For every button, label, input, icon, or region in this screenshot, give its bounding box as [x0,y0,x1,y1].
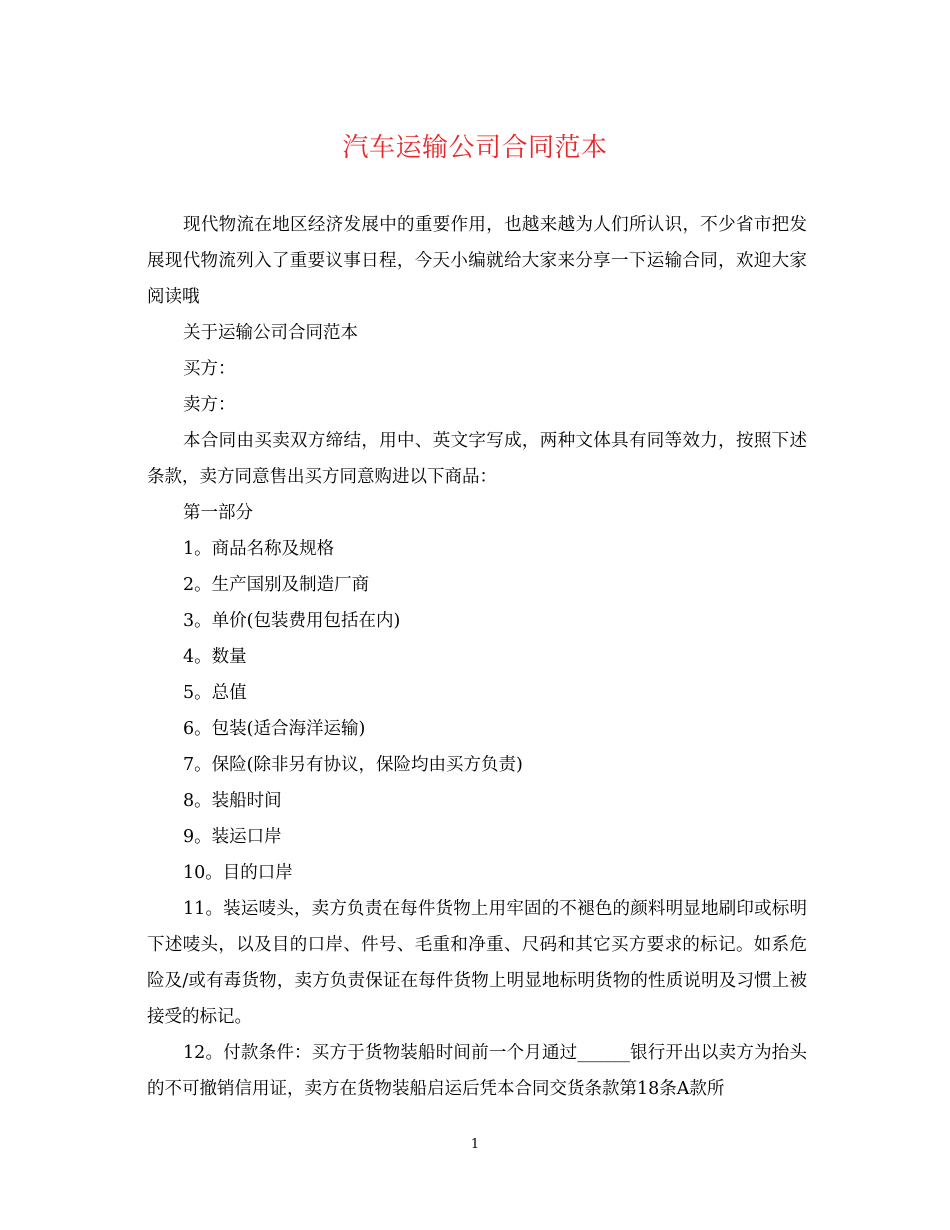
clause-item: 6。包装(适合海洋运输) [183,719,366,739]
page-number: 1 [470,1137,480,1152]
section-heading: 第一部分 [183,503,253,523]
clause-item: 10。目的口岸 [183,863,293,883]
document-body [147,207,807,1107]
clause-item: 11。装运唛头，卖方负责在每件货物上用牢固的不褪色的颜料明显地刷印或标明下述唛头，以及目的口岸、件号、毛重和净重、尺码和其它买方要求的标记。如系危险及/或有毒货物，卖方负责保证在每件货物上明显地标明货物的性质说明及习惯上被接受的标记。 [147,899,807,1027]
preamble-paragraph: 本合同由买卖双方缔结，用中、英文字写成，两种文体具有同等效力，按照下述条款，卖方同意售出买方同意购进以下商品： [147,431,807,487]
seller-line: 卖方： [183,395,236,415]
document-title: 汽车运输公司合同范本 [342,133,608,163]
clause-item: 3。单价(包装费用包括在内) [183,611,401,631]
contract-subtitle: 关于运输公司合同范本 [183,323,358,343]
clause-item: 8。装船时间 [183,791,282,811]
buyer-line: 买方： [183,359,236,379]
clause-item: 7。保险(除非另有协议，保险均由买方负责) [183,755,523,775]
clause-item: 5。总值 [183,683,247,703]
clause-item: 12。付款条件：买方于货物装船时间前一个月通过______银行开出以卖方为抬头的不可撤销信用证，卖方在货物装船启运后凭本合同交货条款第18条A款所 [147,1043,807,1099]
clause-item: 2。生产国别及制造厂商 [183,575,370,595]
clause-item: 4。数量 [183,647,247,667]
intro-paragraph: 现代物流在地区经济发展中的重要作用，也越来越为人们所认识，不少省市把发展现代物流列入了重要议事日程，今天小编就给大家来分享一下运输合同，欢迎大家阅读哦 [147,215,807,307]
clause-item: 1。商品名称及规格 [183,539,335,559]
clause-item: 9。装运口岸 [183,827,282,847]
